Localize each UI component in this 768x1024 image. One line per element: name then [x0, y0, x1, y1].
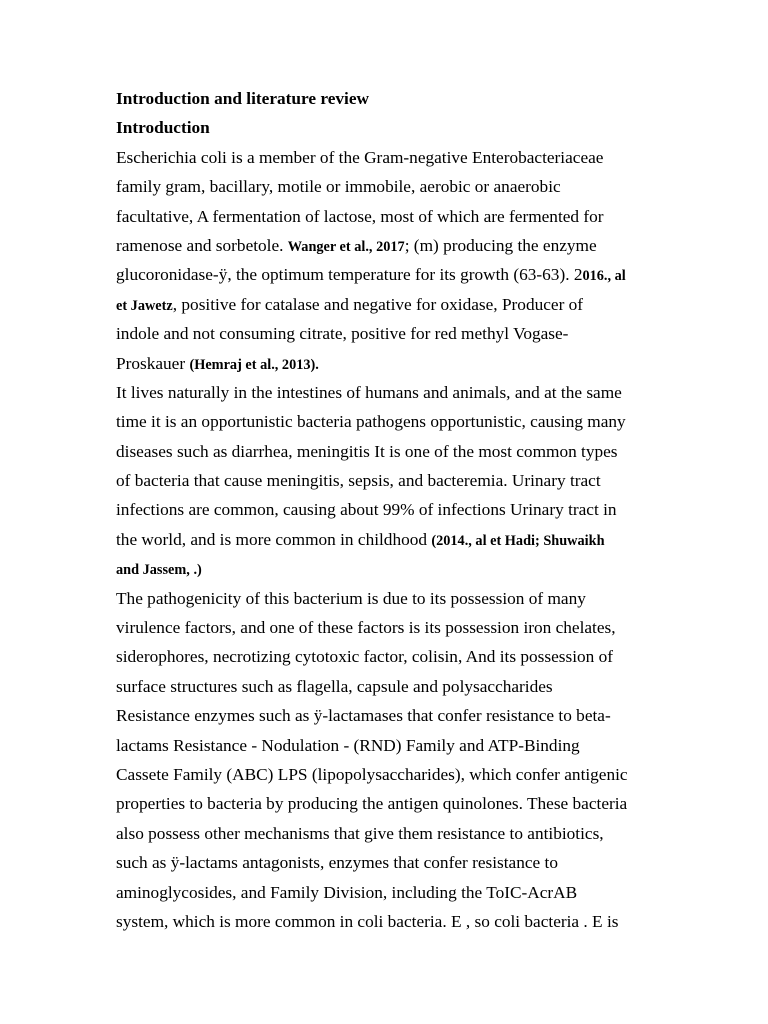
document-page: [116, 84, 656, 936]
text-line: [116, 554, 656, 583]
text-line: [116, 878, 656, 907]
text-line: [116, 349, 656, 378]
text-run: the world, and is more common in childhood: [116, 529, 432, 549]
text-run: facultative, A fermentation of lactose, most of which are fermented for: [116, 206, 604, 226]
text-line: [116, 613, 656, 642]
text-line: [116, 407, 656, 436]
text-line: [116, 378, 656, 407]
text-line: [116, 495, 656, 524]
text-run: It lives naturally in the intestines of humans and animals, and at the same: [116, 382, 622, 402]
citation: Wanger et al., 2017: [287, 238, 405, 255]
text-run: of bacteria that cause meningitis, sepsis, and bacteremia. Urinary tract: [116, 471, 601, 491]
citation: 016., al: [582, 268, 626, 285]
text-run: family gram, bacillary, motile or immobile, aerobic or anaerobic: [116, 177, 561, 197]
text-line: [116, 319, 656, 348]
text-line: [116, 789, 656, 818]
text-run: The pathogenicity of this bacterium is due to its possession of many: [116, 588, 586, 608]
citation: and Jassem, .): [116, 562, 202, 579]
text-run: glucoronidase-ÿ, the optimum temperature for its growth (63-63). 2: [116, 265, 583, 285]
text-line: [116, 466, 656, 495]
text-run: aminoglycosides, and Family Division, including the ToIC-AcrAB: [116, 882, 578, 902]
text-run: such as ÿ-lactams antagonists, enzymes that confer resistance to: [116, 853, 558, 873]
text-run: infections are common, causing about 99% of infections Urinary tract in: [116, 500, 617, 520]
text-run: also possess other mechanisms that give them resistance to antibiotics,: [116, 823, 604, 843]
text-run: Proskauer: [116, 353, 190, 373]
text-run: , positive for catalase and negative for oxidase, Producer of: [172, 294, 584, 314]
text-line: [116, 701, 656, 730]
text-run: lactams Resistance - Nodulation - (RND) Family and ATP-Binding: [116, 735, 580, 755]
text-line: [116, 437, 656, 466]
citation: (2014., al et Hadi; Shuwaikh: [431, 532, 605, 549]
main-heading: Introduction and literature review: [116, 89, 369, 108]
text-line: [116, 231, 656, 260]
sub-heading: Introduction: [116, 118, 210, 138]
text-line: [116, 525, 656, 554]
text-line: [116, 584, 656, 613]
text-run: Cassete Family (ABC) LPS (lipopolysaccharides), which confer antigenic: [116, 764, 628, 784]
text-run: virulence factors, and one of these factors is its possession iron chelates,: [116, 618, 616, 638]
text-run: Escherichia coli is a member of the Gram-negative Enterobacteriaceae: [116, 147, 604, 167]
text-line: [116, 172, 656, 201]
text-line: [116, 819, 656, 848]
text-run: time it is an opportunistic bacteria pathogens opportunistic, causing many: [116, 412, 626, 432]
text-line: [116, 642, 656, 671]
text-line: [116, 907, 656, 936]
text-run: system, which is more common in coli bacteria. E , so coli bacteria . E is: [116, 911, 619, 931]
text-run: properties to bacteria by producing the antigen quinolones. These bacteria: [116, 794, 628, 814]
citation-punctuation: .: [315, 356, 319, 373]
citation: et Jawetz: [116, 297, 173, 314]
text-line: [116, 202, 656, 231]
citation: (Hemraj et al., 2013): [189, 356, 316, 373]
text-run: siderophores, necrotizing cytotoxic factor, colisin, And its possession of: [116, 647, 614, 667]
text-line: [116, 290, 656, 319]
text-run: ; (m) producing the enzyme: [404, 235, 597, 255]
text-line: [116, 760, 656, 789]
text-run: diseases such as diarrhea, meningitis It is one of the most common types: [116, 441, 618, 461]
text-run: Resistance enzymes such as ÿ-lactamases that confer resistance to beta-: [116, 706, 611, 726]
text-line: [116, 848, 656, 877]
text-line: [116, 143, 656, 172]
text-run: ramenose and sorbetole.: [116, 235, 288, 255]
text-run: indole and not consuming citrate, positive for red methyl Vogase-: [116, 324, 569, 344]
text-run: surface structures such as flagella, capsule and polysaccharides: [116, 676, 553, 696]
text-line: [116, 260, 656, 289]
text-line: [116, 672, 656, 701]
text-line: [116, 731, 656, 760]
